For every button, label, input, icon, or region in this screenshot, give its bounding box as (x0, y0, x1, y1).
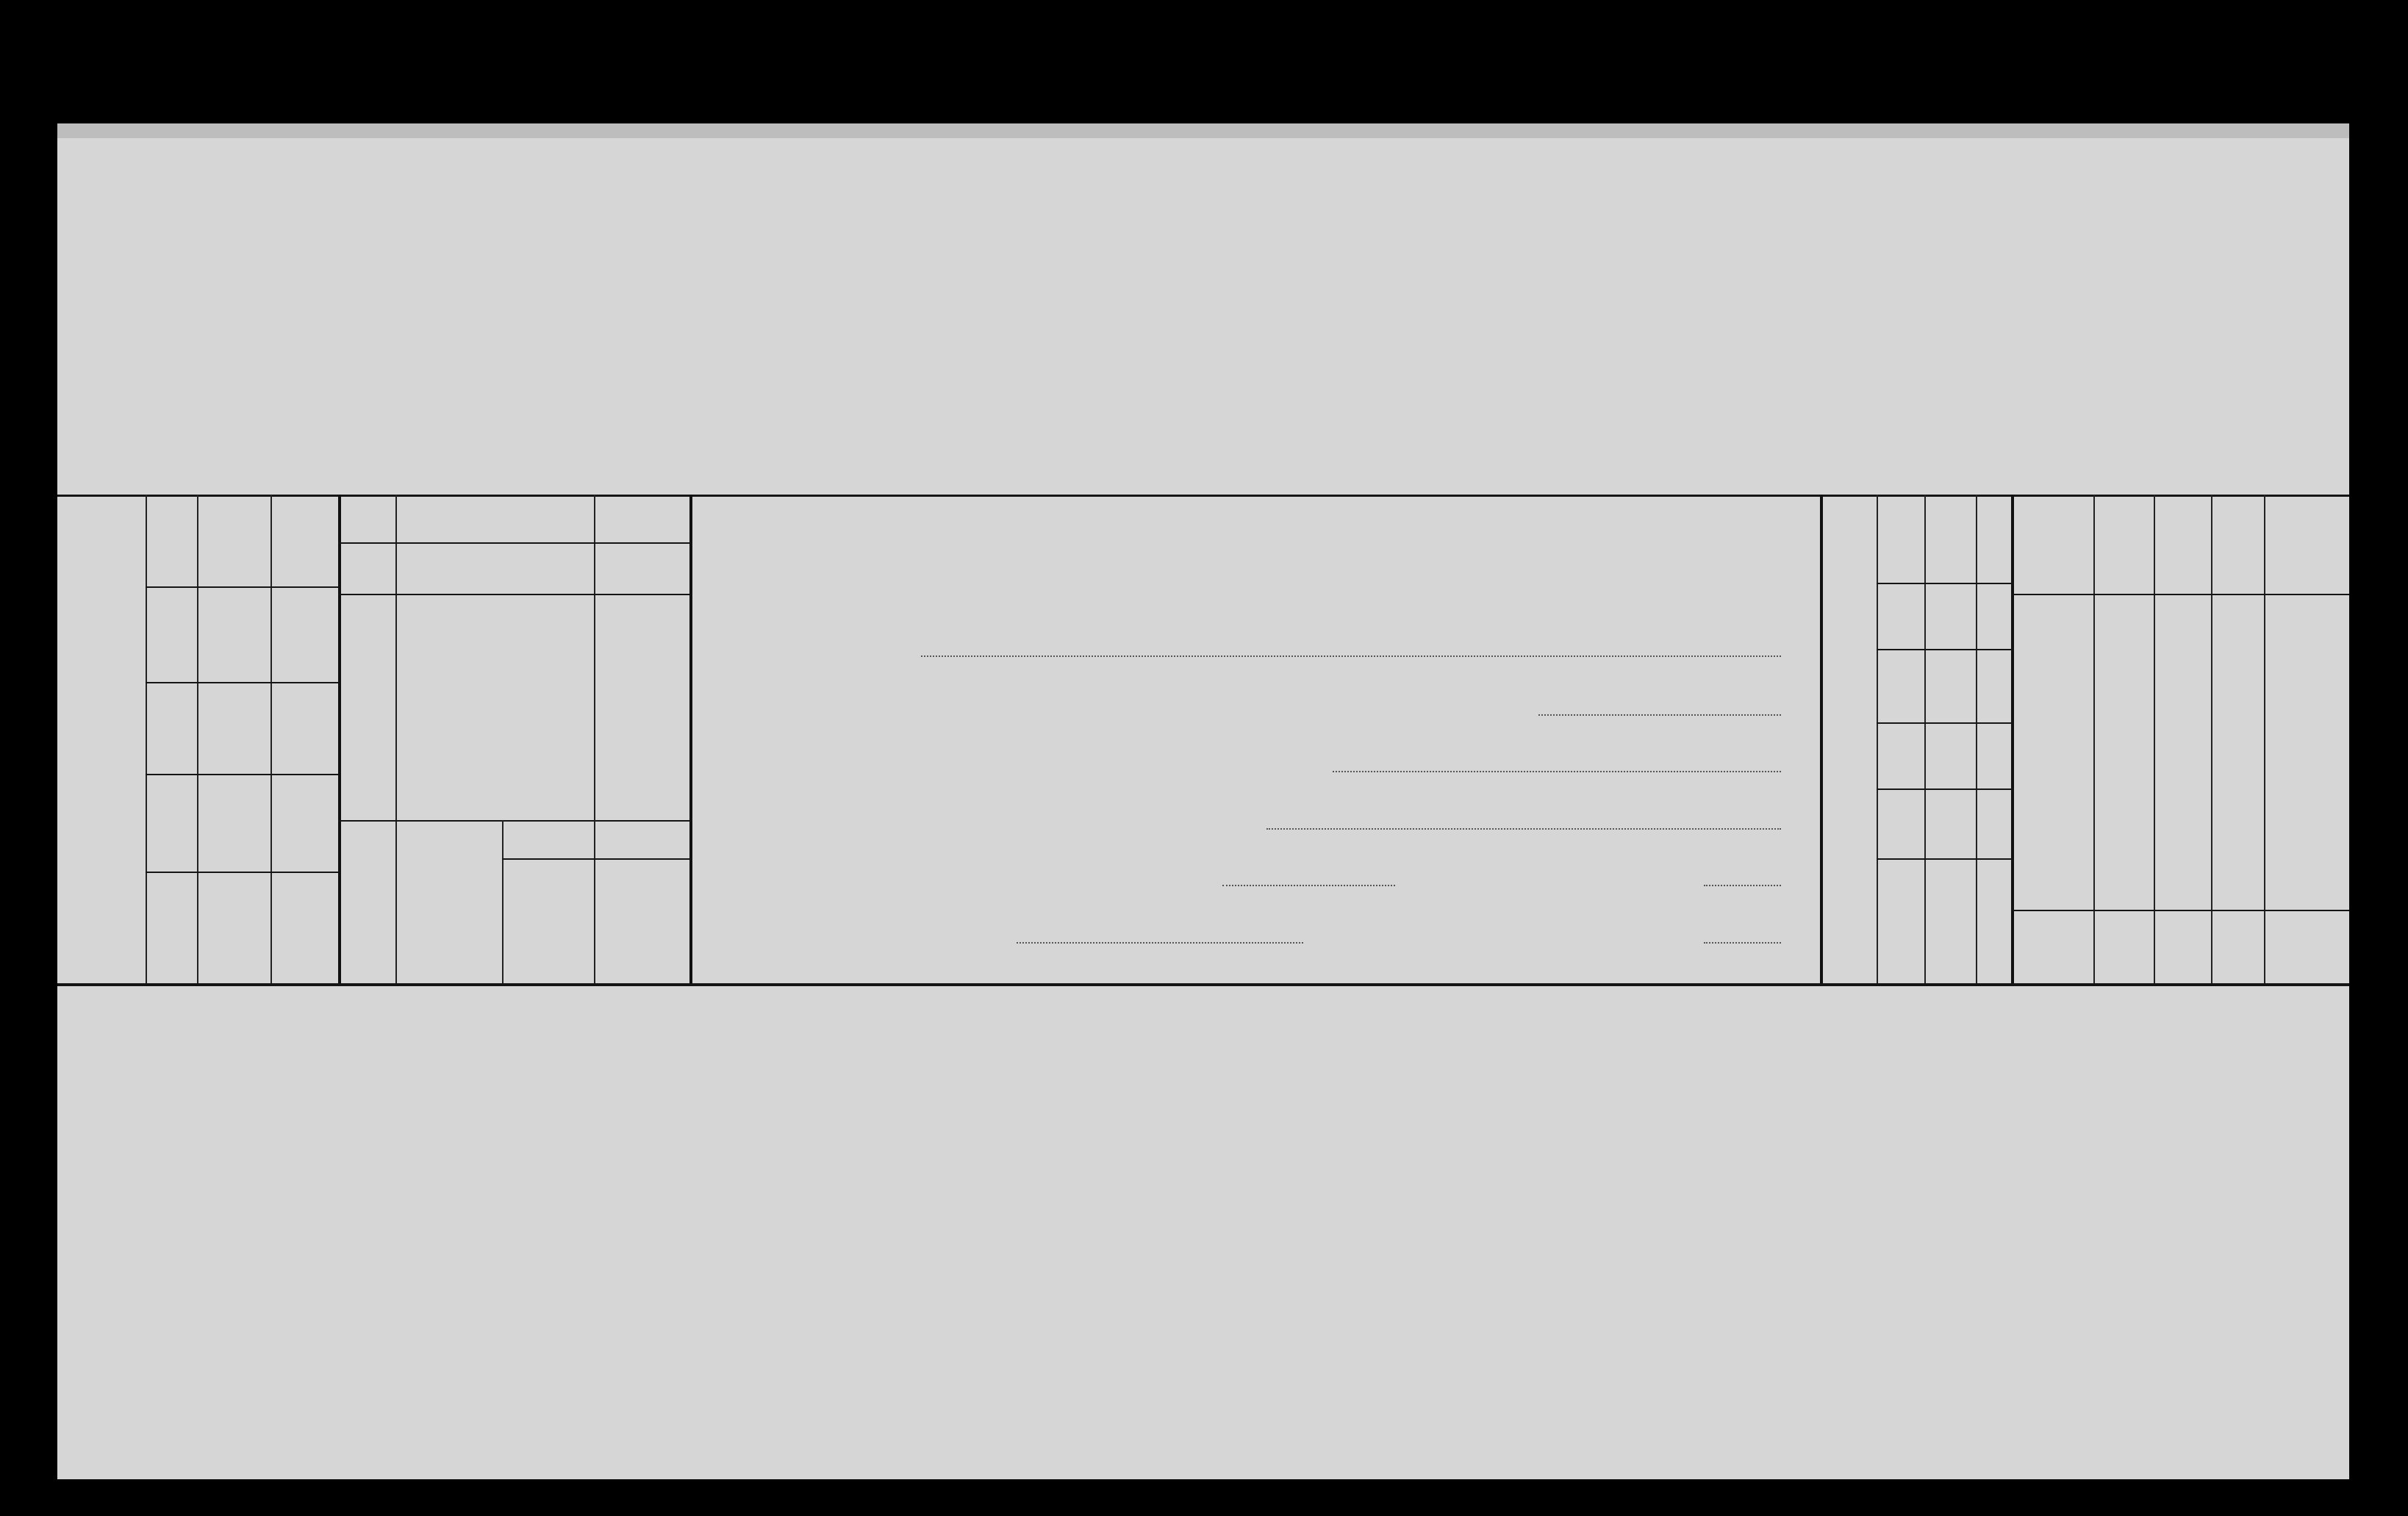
census-card-sheet (57, 123, 2349, 1479)
